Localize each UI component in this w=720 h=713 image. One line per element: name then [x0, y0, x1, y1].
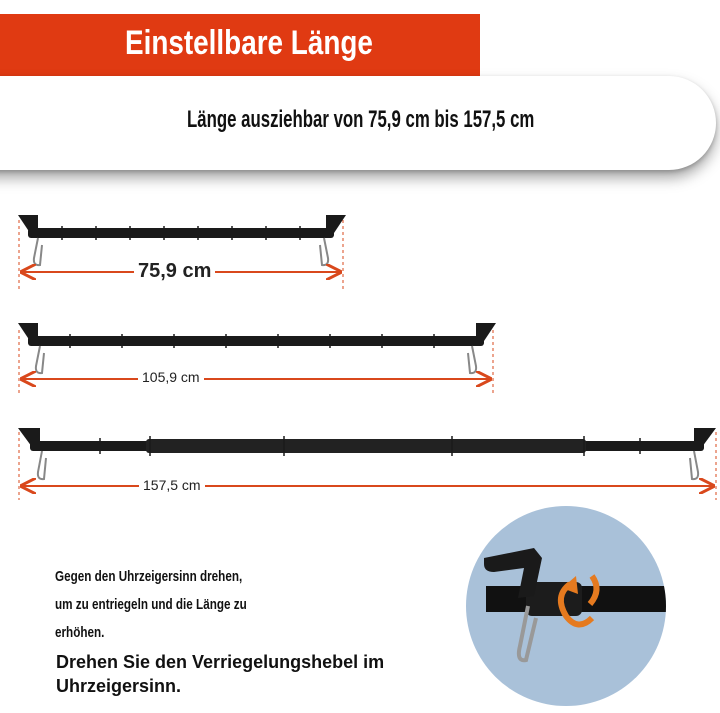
detail-circle [466, 506, 666, 706]
unlock-instruction: Gegen den Uhrzeigersinn drehen, um zu entriegeln und die Länge zu erhöhen. [55, 568, 247, 641]
length-label-short: 75,9 cm [134, 260, 215, 283]
subtitle-text: Länge ausziehbar von 75,9 cm bis 157,5 cm [187, 106, 535, 133]
rod-long [18, 428, 716, 500]
rod-medium [18, 323, 496, 395]
lock-instruction: Drehen Sie den Verriegelungshebel im Uhrzeigersinn. [56, 652, 385, 696]
length-label-medium: 105,9 cm [138, 369, 204, 385]
page-title: Einstellbare Länge [125, 24, 373, 62]
length-label-long: 157,5 cm [139, 477, 205, 493]
